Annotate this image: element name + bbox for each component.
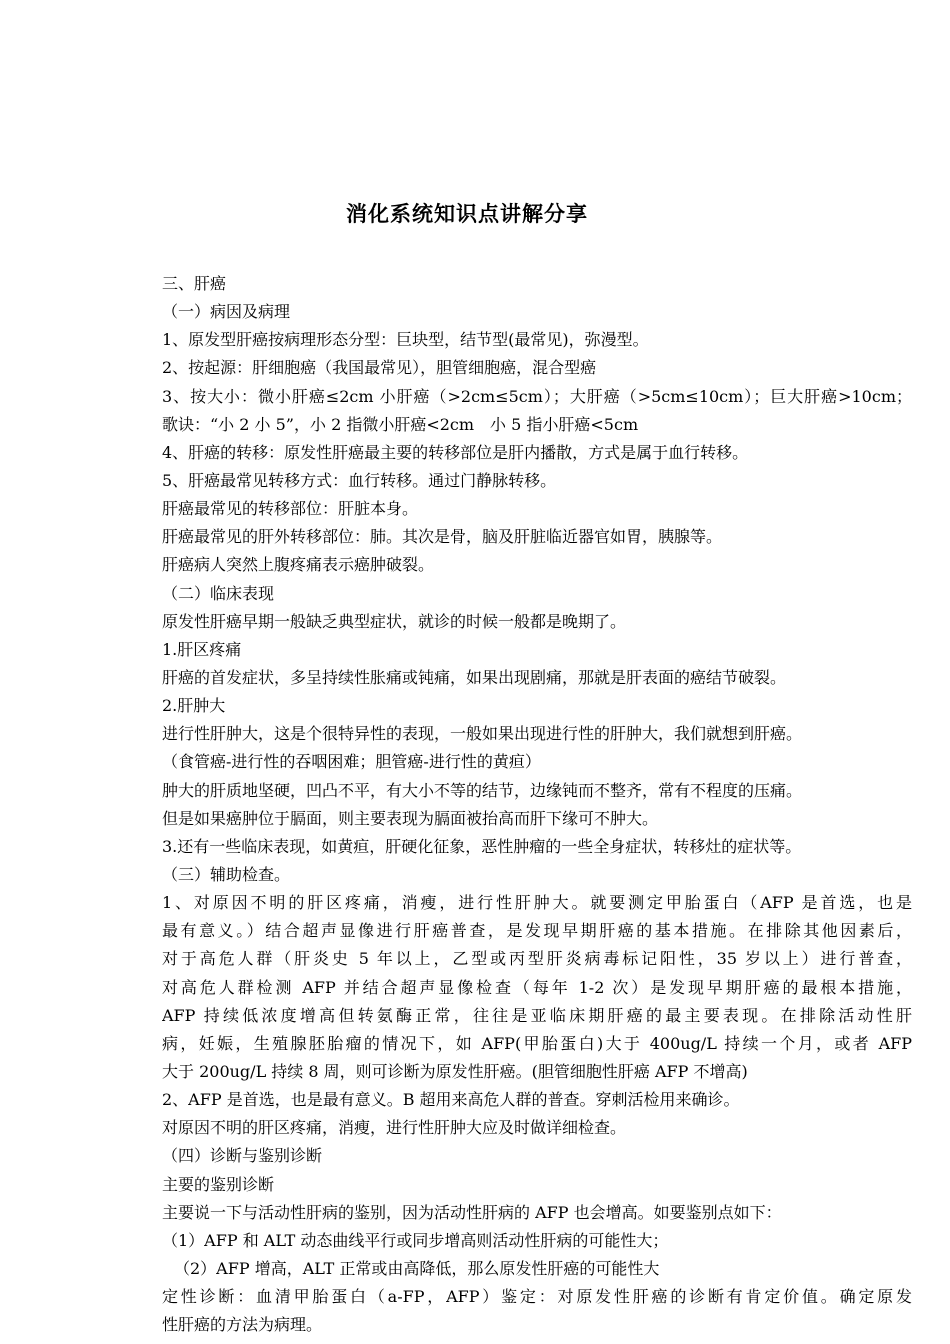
subheading: 2.肝肿大 bbox=[162, 696, 226, 716]
text-line: 3.还有一些临床表现，如黄疸，肝硬化征象，恶性肿瘤的一些全身症状，转移灶的症状等。 bbox=[162, 836, 802, 856]
list-item: （1）AFP 和 ALT 动态曲线平行或同步增高则活动性肝病的可能性大； bbox=[162, 1230, 669, 1250]
text-line: 肝癌的首发症状，多呈持续性胀痛或钝痛，如果出现剧痛，那就是肝表面的癌结节破裂。 bbox=[162, 667, 787, 687]
document-title: 消化系统知识点讲解分享 bbox=[346, 202, 588, 226]
text-line: 肝癌最常见的肝外转移部位：肺。其次是骨，脑及肝脏临近器官如胃，胰腺等。 bbox=[162, 527, 723, 547]
document-body bbox=[162, 270, 912, 1339]
text-line: 最有意义。）结合超声显像进行肝癌普查，是发现早期肝癌的基本措施。在排除其他因素后， bbox=[162, 921, 912, 941]
text-line: 但是如果癌肿位于膈面，则主要表现为膈面被抬高而肝下缘可不肿大。 bbox=[162, 808, 659, 828]
text-line: （食管癌-进行性的吞咽困难；胆管癌-进行性的黄疸） bbox=[162, 752, 541, 772]
text-line: 2、AFP 是首选，也是最有意义。B 超用来高危人群的普查。穿刺活检用来确诊。 bbox=[162, 1090, 740, 1110]
text-line: 定性诊断：血清甲胎蛋白（a-FP，AFP）鉴定：对原发性肝癌的诊断有肯定价值。确定原发 bbox=[162, 1287, 912, 1307]
text-line: 原发性肝癌早期一般缺乏典型症状，就诊的时候一般都是晚期了。 bbox=[162, 611, 627, 631]
text-line: 对于高危人群（肝炎史 5 年以上，乙型或丙型肝炎病毒标记阳性，35 岁以上）进行普查， bbox=[162, 949, 912, 969]
subheading: 1.肝区疼痛 bbox=[162, 639, 242, 659]
text-line: 4、肝癌的转移：原发性肝癌最主要的转移部位是肝内播散，方式是属于血行转移。 bbox=[162, 442, 749, 462]
section-heading: （三）辅助检查。 bbox=[162, 864, 291, 884]
text-line: 病，妊娠，生殖腺胚胎瘤的情况下，如 AFP(甲胎蛋白)大于 400ug/L 持续一个月，或者 AFP bbox=[162, 1033, 912, 1053]
text-line: 肝癌最常见的转移部位：肝脏本身。 bbox=[162, 499, 419, 519]
section-heading: （二）临床表现 bbox=[162, 583, 275, 603]
text-line: 1、对原因不明的肝区疼痛，消瘦，进行性肝肿大。就要测定甲胎蛋白（AFP 是首选，也是 bbox=[162, 893, 912, 913]
text-line: 5、肝癌最常见转移方式：血行转移。通过门静脉转移。 bbox=[162, 470, 557, 490]
text-line: 对原因不明的肝区疼痛，消瘦，进行性肝肿大应及时做详细检查。 bbox=[162, 1118, 627, 1138]
subheading: 主要的鉴别诊断 bbox=[162, 1174, 275, 1194]
text-line: 肝癌病人突然上腹疼痛表示癌肿破裂。 bbox=[162, 555, 435, 575]
text-line: 三、肝癌 bbox=[162, 274, 227, 293]
text-line: 进行性肝肿大，这是个很特异性的表现，一般如果出现进行性的肝肿大，我们就想到肝癌。 bbox=[162, 724, 803, 744]
text-line: 主要说一下与活动性肝病的鉴别，因为活动性肝病的 AFP 也会增高。如要鉴别点如下： bbox=[162, 1202, 782, 1222]
text-line: 2、按起源：肝细胞癌（我国最常见），胆管细胞癌，混合型癌 bbox=[162, 358, 597, 378]
text-line: AFP 持续低浓度增高但转氨酶正常，往往是亚临床期肝癌的最主要表现。在排除活动性肝 bbox=[162, 1005, 912, 1025]
section-heading: （四）诊断与鉴别诊断 bbox=[162, 1146, 323, 1166]
text-line: 大于 200ug/L 持续 8 周，则可诊断为原发性肝癌。(胆管细胞性肝癌 AFP 不增高) bbox=[162, 1061, 748, 1081]
text-line: 1、原发型肝癌按病理形态分型：巨块型，结节型(最常见)，弥漫型。 bbox=[162, 330, 649, 350]
section-heading: （一）病因及病理 bbox=[162, 302, 291, 322]
text-line: 性肝癌的方法为病理。 bbox=[162, 1315, 323, 1335]
text-line: 肿大的肝质地坚硬，凹凸不平，有大小不等的结节，边缘钝而不整齐，常有不程度的压痛。 bbox=[162, 780, 803, 800]
text-line: 3、按大小：微小肝癌≤2cm 小肝癌（>2cm≤5cm）；大肝癌（>5cm≤10cm）；巨大肝癌>10cm； bbox=[162, 386, 912, 406]
text-line: 歌诀：“小 2 小 5”，小 2 指微小肝癌<2cm 小 5 指小肝癌<5cm bbox=[162, 414, 639, 434]
list-item: （2）AFP 增高，ALT 正常或由高降低，那么原发性肝癌的可能性大 bbox=[174, 1258, 660, 1278]
text-line: 对高危人群检测 AFP 并结合超声显像检查（每年 1-2 次）是发现早期肝癌的最根本措施， bbox=[162, 977, 912, 997]
